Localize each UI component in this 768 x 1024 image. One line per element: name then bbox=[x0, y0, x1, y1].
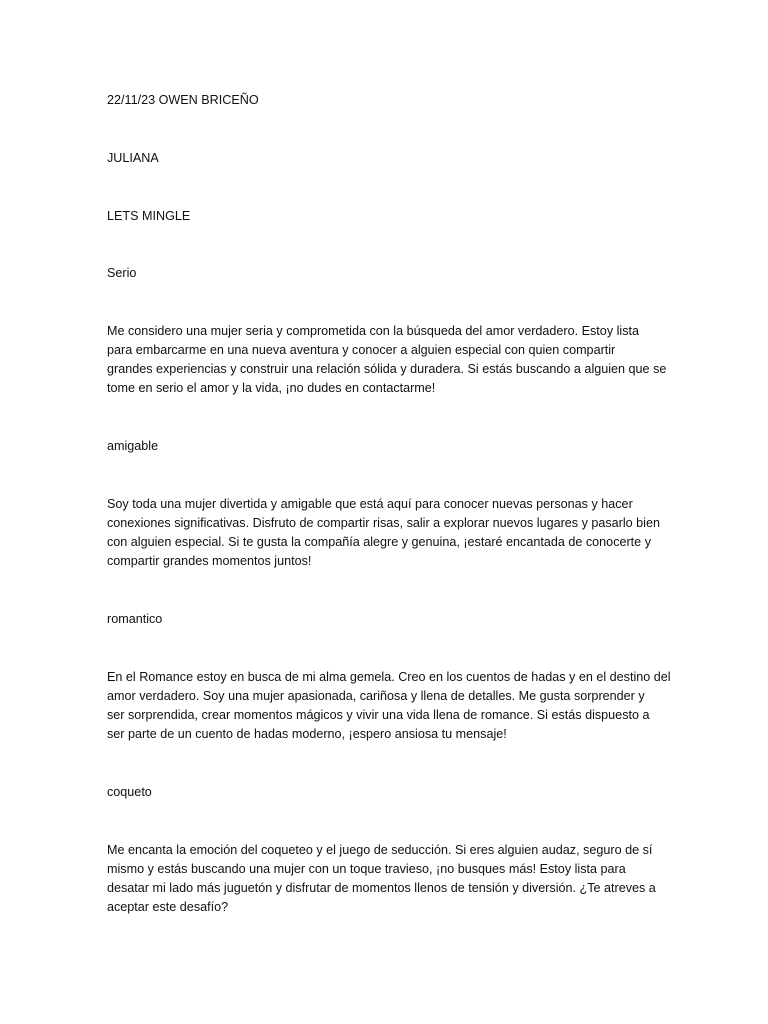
paragraph-line: En el Romance estoy en busca de mi alma gemela. Creo en los cuentos de hadas y en el destino del bbox=[107, 670, 671, 684]
section-heading-romantico: romantico bbox=[107, 612, 163, 626]
paragraph-line: desatar mi lado más juguetón y disfrutar de momentos llenos de tensión y diversión. ¿Te atreves a bbox=[107, 881, 656, 895]
paragraph-line: tome en serio el amor y la vida, ¡no dudes en contactarme! bbox=[107, 381, 436, 395]
section-heading-coqueto: coqueto bbox=[107, 785, 152, 799]
name-line: JULIANA bbox=[107, 151, 159, 165]
paragraph-line: aceptar este desafío? bbox=[107, 900, 229, 914]
paragraph-line: conexiones significativas. Disfruto de compartir risas, salir a explorar nuevos lugares y pasarlo bien bbox=[107, 516, 660, 530]
section-heading-amigable: amigable bbox=[107, 439, 159, 453]
paragraph-line: mismo y estás buscando una mujer con un toque travieso, ¡no busques más! Estoy lista para bbox=[107, 862, 626, 876]
section-paragraph-serio bbox=[107, 322, 667, 398]
paragraph-line: ser parte de un cuento de hadas moderno, ¡espero ansiosa tu mensaje! bbox=[107, 727, 507, 741]
paragraph-line: con alguien especial. Si te gusta la compañía alegre y genuina, ¡estaré encantada de conocerte y bbox=[107, 535, 651, 549]
app-line: LETS MINGLE bbox=[107, 209, 191, 223]
paragraph-line: Soy toda una mujer divertida y amigable que está aquí para conocer nuevas personas y hacer bbox=[107, 497, 633, 511]
paragraph-line: Me encanta la emoción del coqueteo y el juego de seducción. Si eres alguien audaz, seguro de sí bbox=[107, 843, 653, 857]
paragraph-line: amor verdadero. Soy una mujer apasionada, cariñosa y llena de detalles. Me gusta sorprender y bbox=[107, 689, 645, 703]
section-heading-serio: Serio bbox=[107, 266, 137, 280]
paragraph-line: grandes experiencias y construir una relación sólida y duradera. Si estás buscando a alguien que se bbox=[107, 362, 667, 376]
section-paragraph-romantico bbox=[107, 668, 671, 744]
paragraph-line: Me considero una mujer seria y comprometida con la búsqueda del amor verdadero. Estoy lista bbox=[107, 324, 640, 338]
paragraph-line: compartir grandes momentos juntos! bbox=[107, 554, 312, 568]
section-paragraph-coqueto bbox=[107, 841, 667, 917]
date-author-line: 22/11/23 OWEN BRICEÑO bbox=[107, 93, 259, 107]
paragraph-line: ser sorprendida, crear momentos mágicos y vivir una vida llena de romance. Si estás dispuesto a bbox=[107, 708, 650, 722]
section-paragraph-amigable bbox=[107, 495, 667, 571]
paragraph-line: para embarcarme en una nueva aventura y conocer a alguien especial con quien compartir bbox=[107, 343, 616, 357]
